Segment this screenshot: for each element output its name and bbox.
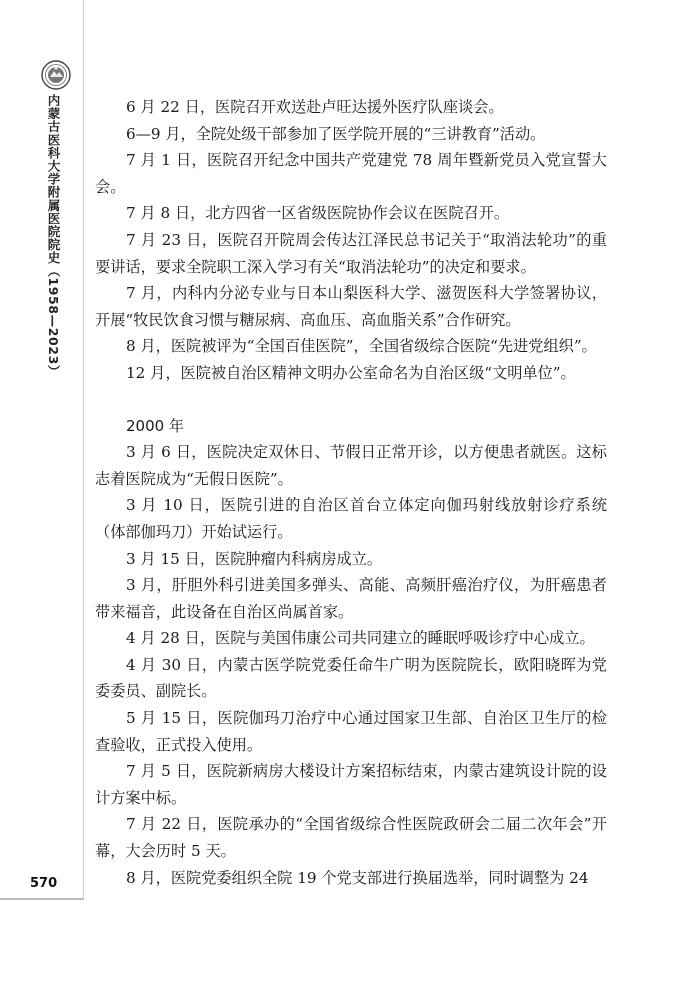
sidebar	[0, 0, 86, 983]
page-number: 570	[30, 876, 58, 891]
year-heading: 2000 年	[126, 416, 184, 435]
paragraph: 6 月 22 日，医院召开欢送赴卢旺达援外医疗队座谈会。	[126, 98, 504, 116]
paragraph: 3 月，肝胆外科引进美国多弹头、高能、高频肝癌治疗仪，为肝癌患者带来福音，此设备在自治区尚属首家。	[95, 576, 607, 621]
paragraph: 3 月 10 日，医院引进的自治区首台立体定向伽玛射线放射诊疗系统（体部伽玛刀）开始试运行。	[95, 496, 607, 541]
paragraph: 4 月 30 日，内蒙古医学院党委任命牛广明为医院院长，欧阳晓晖为党委委员、副院长。	[95, 655, 607, 701]
paragraph: 3 月 6 日，医院决定双休日、节假日正常开诊，以方便患者就医。这标志着医院成为“无假日医院”。	[95, 443, 607, 488]
page-number-rule	[0, 898, 84, 900]
paragraph: 12 月，医院被自治区精神文明办公室命名为自治区级“文明单位”。	[126, 363, 576, 382]
paragraph: 3 月 15 日，医院肿瘤内科病房成立。	[126, 549, 383, 568]
paragraph: 7 月，内科内分泌专业与日本山梨医科大学、滋贺医科大学签署协议，开展“牧民饮食习惯与糖尿病、高血压、高血脂关系”合作研究。	[95, 284, 607, 329]
book-title: 内蒙古医科大学附属医院院史（1958—2023）	[46, 94, 61, 378]
main-text	[95, 94, 607, 891]
paragraph: 6—9 月，全院处级干部参加了医学院开展的“三讲教育”活动。	[126, 124, 546, 143]
paragraph: 4 月 28 日，医院与美国伟康公司共同建立的睡眠呼吸诊疗中心成立。	[126, 629, 595, 648]
paragraph: 7 月 22 日，医院承办的“全国省级综合性医院政研会二届二次年会”开幕，大会历时 5 天。	[95, 815, 607, 861]
sidebar-divider	[83, 0, 84, 900]
hospital-emblem-icon	[41, 60, 71, 90]
paragraph: 7 月 1 日，医院召开纪念中国共产党建党 78 周年暨新党员入党宣誓大会。	[95, 151, 607, 196]
paragraph: 7 月 5 日，医院新病房大楼设计方案招标结束，内蒙古建筑设计院的设计方案中标。	[95, 762, 607, 807]
paragraph: 8 月，医院被评为“全国百佳医院”，全国省级综合医院“先进党组织”。	[126, 337, 597, 356]
paragraph: 7 月 8 日，北方四省一区省级医院协作会议在医院召开。	[126, 204, 510, 223]
paragraph: 5 月 15 日，医院伽玛刀治疗中心通过国家卫生部、自治区卫生厅的检查验收，正式投入使用。	[95, 709, 607, 754]
paragraph: 8 月，医院党委组织全院 19 个党支部进行换届选举，同时调整为 24	[126, 868, 589, 887]
paragraph: 7 月 23 日，医院召开院周会传达江泽民总书记关于“取消法轮功”的重要讲话，要求全院职工深入学习有关“取消法轮功”的决定和要求。	[95, 230, 607, 276]
